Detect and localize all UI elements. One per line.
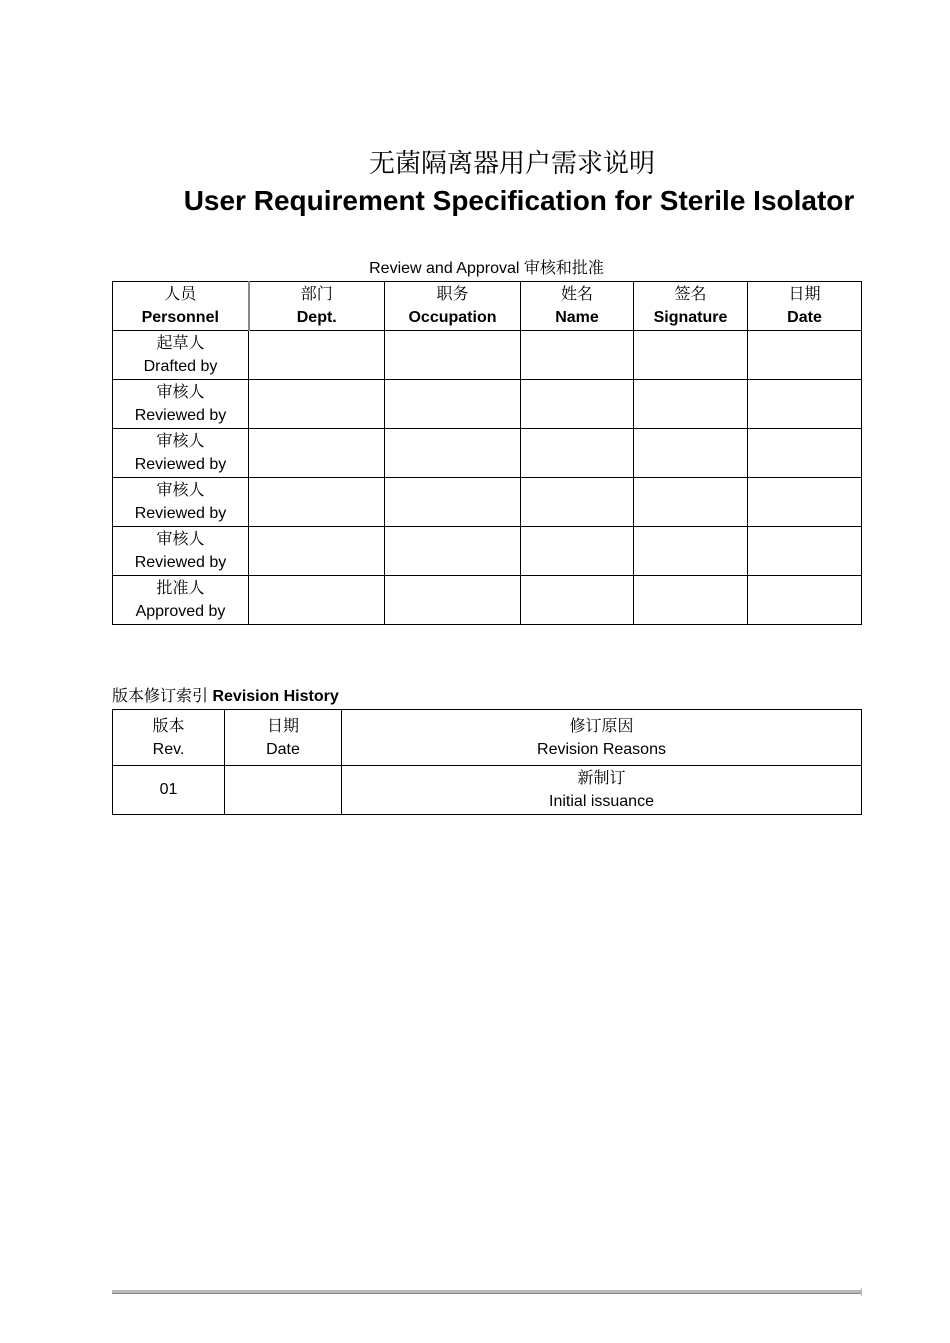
name-cell[interactable]	[521, 429, 634, 478]
header-rev-cn: 版本	[152, 715, 185, 735]
role-en: Reviewed by	[134, 456, 227, 473]
signature-cell[interactable]	[634, 478, 748, 527]
revision-header-row	[113, 710, 862, 766]
header-personnel	[113, 282, 249, 331]
rev-reason-cell	[342, 766, 862, 815]
occupation-cell[interactable]	[385, 478, 521, 527]
date-cell[interactable]	[748, 331, 862, 380]
header-date-en: Date	[787, 309, 822, 326]
occupation-cell[interactable]	[385, 331, 521, 380]
date-cell[interactable]	[748, 478, 862, 527]
header-occupation-cn: 职务	[436, 284, 469, 303]
dept-cell[interactable]	[249, 380, 385, 429]
header-personnel-en: Personnel	[141, 309, 219, 326]
header-occupation-en: Occupation	[408, 309, 497, 326]
approval-row-reviewed-2	[113, 429, 862, 478]
header-rev-date	[225, 710, 342, 766]
header-date-cn: 日期	[788, 284, 821, 303]
role-en: Approved by	[135, 603, 226, 620]
rev-reason-en: Initial issuance	[549, 793, 654, 810]
header-occupation	[385, 282, 521, 331]
role-cell	[113, 527, 249, 576]
role-cn: 审核人	[156, 480, 205, 499]
occupation-cell[interactable]	[385, 527, 521, 576]
date-cell[interactable]	[748, 576, 862, 625]
revision-heading-en: Revision History	[212, 688, 339, 705]
header-reasons-cn: 修订原因	[569, 715, 634, 735]
dept-cell[interactable]	[249, 478, 385, 527]
role-cell	[113, 478, 249, 527]
name-cell[interactable]	[521, 576, 634, 625]
approval-caption-en: Review and Approval	[369, 260, 520, 277]
header-personnel-cn: 人员	[164, 284, 197, 303]
approval-table-caption	[112, 257, 861, 280]
occupation-cell[interactable]	[385, 429, 521, 478]
role-cell	[113, 331, 249, 380]
role-en: Reviewed by	[134, 554, 227, 571]
approval-row-reviewed-1	[113, 380, 862, 429]
role-cn: 起草人	[156, 333, 205, 352]
approval-caption-cn: 审核和批准	[523, 258, 604, 277]
role-en: Reviewed by	[134, 505, 227, 522]
header-name-cn: 姓名	[560, 284, 593, 303]
header-signature	[634, 282, 748, 331]
role-en: Reviewed by	[134, 407, 227, 424]
dept-cell[interactable]	[249, 527, 385, 576]
approval-row-reviewed-3	[113, 478, 862, 527]
role-cn: 审核人	[156, 529, 205, 548]
rev-reason-cn: 新制订	[577, 768, 626, 787]
header-rev	[113, 710, 225, 766]
header-name	[521, 282, 634, 331]
signature-cell[interactable]	[634, 576, 748, 625]
dept-cell[interactable]	[249, 331, 385, 380]
header-name-en: Name	[555, 309, 599, 326]
role-en: Drafted by	[143, 358, 218, 375]
date-cell[interactable]	[748, 429, 862, 478]
revision-heading-cn: 版本修订索引	[112, 686, 209, 705]
signature-cell[interactable]	[634, 527, 748, 576]
signature-cell[interactable]	[634, 429, 748, 478]
role-cell	[113, 576, 249, 625]
approval-table	[112, 281, 862, 625]
revision-history-table	[112, 709, 862, 815]
occupation-cell[interactable]	[385, 576, 521, 625]
document-title-chinese: 无菌隔离器用户需求说明	[368, 149, 655, 179]
dept-cell[interactable]	[249, 429, 385, 478]
role-cell	[113, 429, 249, 478]
name-cell[interactable]	[521, 527, 634, 576]
signature-cell[interactable]	[634, 380, 748, 429]
occupation-cell[interactable]	[385, 380, 521, 429]
footer-divider-tick	[861, 1288, 862, 1296]
rev-date-cell[interactable]	[225, 766, 342, 815]
signature-cell[interactable]	[634, 331, 748, 380]
header-dept-cn: 部门	[300, 284, 333, 303]
header-revision-reasons	[342, 710, 862, 766]
header-dept	[249, 282, 385, 331]
dept-cell[interactable]	[249, 576, 385, 625]
name-cell[interactable]	[521, 478, 634, 527]
role-cn: 审核人	[156, 382, 205, 401]
footer-divider	[112, 1290, 861, 1294]
header-dept-en: Dept.	[296, 309, 337, 326]
role-cell	[113, 380, 249, 429]
rev-number-cell: 01	[113, 766, 225, 815]
header-date	[748, 282, 862, 331]
header-signature-cn: 签名	[674, 284, 707, 303]
document-title-english: User Requirement Specification for Sterile Isolator	[183, 185, 855, 216]
role-cn: 批准人	[156, 578, 205, 597]
name-cell[interactable]	[521, 331, 634, 380]
revision-history-heading	[112, 685, 339, 708]
header-rev-date-en: Date	[266, 740, 300, 758]
header-rev-date-cn: 日期	[266, 715, 299, 735]
role-cn: 审核人	[156, 431, 205, 450]
revision-row	[113, 766, 862, 815]
header-signature-en: Signature	[653, 309, 728, 326]
approval-row-drafted	[113, 331, 862, 380]
header-reasons-en: Revision Reasons	[537, 740, 666, 758]
approval-row-reviewed-4	[113, 527, 862, 576]
approval-row-approved	[113, 576, 862, 625]
name-cell[interactable]	[521, 380, 634, 429]
header-rev-en: Rev.	[152, 740, 185, 758]
date-cell[interactable]	[748, 380, 862, 429]
date-cell[interactable]	[748, 527, 862, 576]
approval-header-row	[113, 282, 862, 331]
